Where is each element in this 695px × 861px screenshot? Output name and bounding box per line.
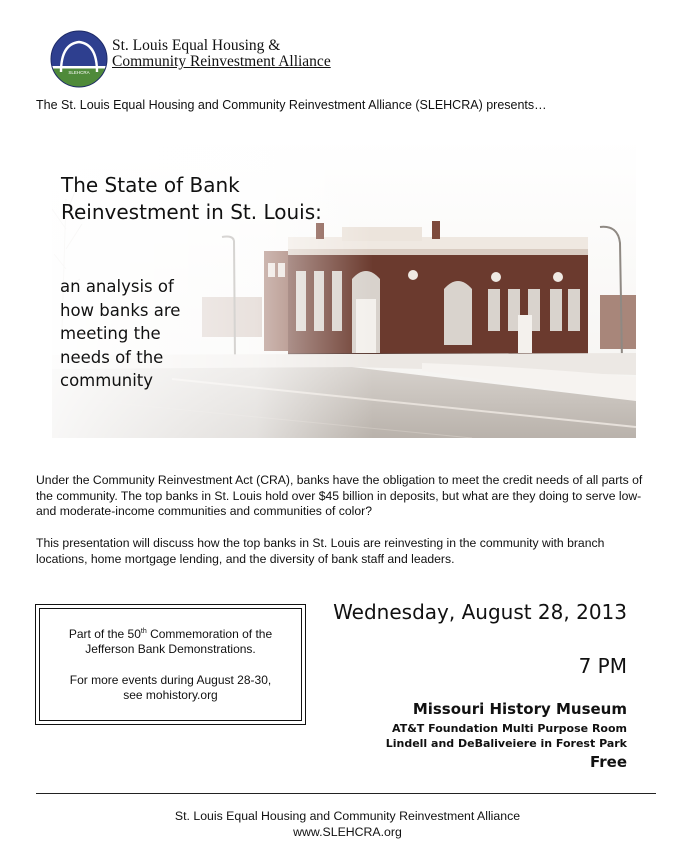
- commemoration-line-1-pre: Part of the 50: [68, 627, 141, 641]
- banner-subtitle-line-5: community: [60, 371, 154, 390]
- banner-subtitle: [60, 275, 180, 393]
- event-price: Free: [589, 753, 627, 771]
- commemoration-line-2: Jefferson Bank Demonstrations.: [85, 642, 256, 656]
- commemoration-line-1: [40, 627, 301, 642]
- banner-title-line-2: Reinvestment in St. Louis:: [61, 200, 322, 224]
- commemoration-box-inner-border: [39, 608, 302, 721]
- banner-photo: [52, 139, 636, 438]
- event-time: 7 PM: [578, 654, 627, 678]
- description-paragraph-2: This presentation will discuss how the top banks in St. Louis are reinvesting in the community with branch locations, home mortgage lending, and the diversity of bank staff and leaders.: [36, 536, 605, 566]
- commemoration-line-1-post: Commemoration of the: [146, 627, 273, 641]
- logo-line-1: St. Louis Equal Housing &: [112, 37, 281, 54]
- footer-website[interactable]: www.SLEHCRA.org: [293, 825, 402, 839]
- commemoration-ordinal: th: [140, 628, 147, 635]
- logo-mark-text: SLEHCRA: [68, 70, 90, 75]
- banner-subtitle-line-3: meeting the: [60, 324, 161, 343]
- more-events-line-1: For more events during August 28-30,: [69, 673, 272, 687]
- footer-organization: St. Louis Equal Housing and Community Reinvestment Alliance: [174, 809, 521, 823]
- footer-divider: [36, 793, 656, 794]
- intro-text: The St. Louis Equal Housing and Community Reinvestment Alliance (SLEHCRA) presents…: [36, 98, 547, 112]
- event-room: AT&T Foundation Multi Purpose Room: [392, 722, 627, 735]
- banner-subtitle-line-2: how banks are: [60, 300, 181, 320]
- banner-title: [61, 172, 322, 226]
- banner-subtitle-line-1: an analysis of: [60, 277, 174, 296]
- more-events-line-2: see mohistory.org: [123, 688, 218, 702]
- logo-emblem-icon: [48, 28, 110, 90]
- description-paragraph-1: Under the Community Reinvestment Act (CRA), banks have the obligation to meet the credit needs of all parts of the community. The top banks in St. Louis hold over $45 billion in deposits, but what are they doing to serve low- and moderate-income communities and communities of color?: [36, 473, 643, 518]
- logo-wordmark: [112, 38, 331, 70]
- event-address: Lindell and DeBaliveiere in Forest Park: [385, 737, 627, 750]
- banner-subtitle-line-4: needs of the: [60, 347, 164, 367]
- banner-title-line-1: The State of Bank: [61, 173, 240, 197]
- commemoration-box: [35, 604, 306, 725]
- organization-logo: [48, 28, 338, 92]
- event-date: Wednesday, August 28, 2013: [333, 600, 627, 624]
- event-venue: Missouri History Museum: [412, 700, 627, 718]
- logo-line-2: Community Reinvestment Alliance: [112, 53, 331, 70]
